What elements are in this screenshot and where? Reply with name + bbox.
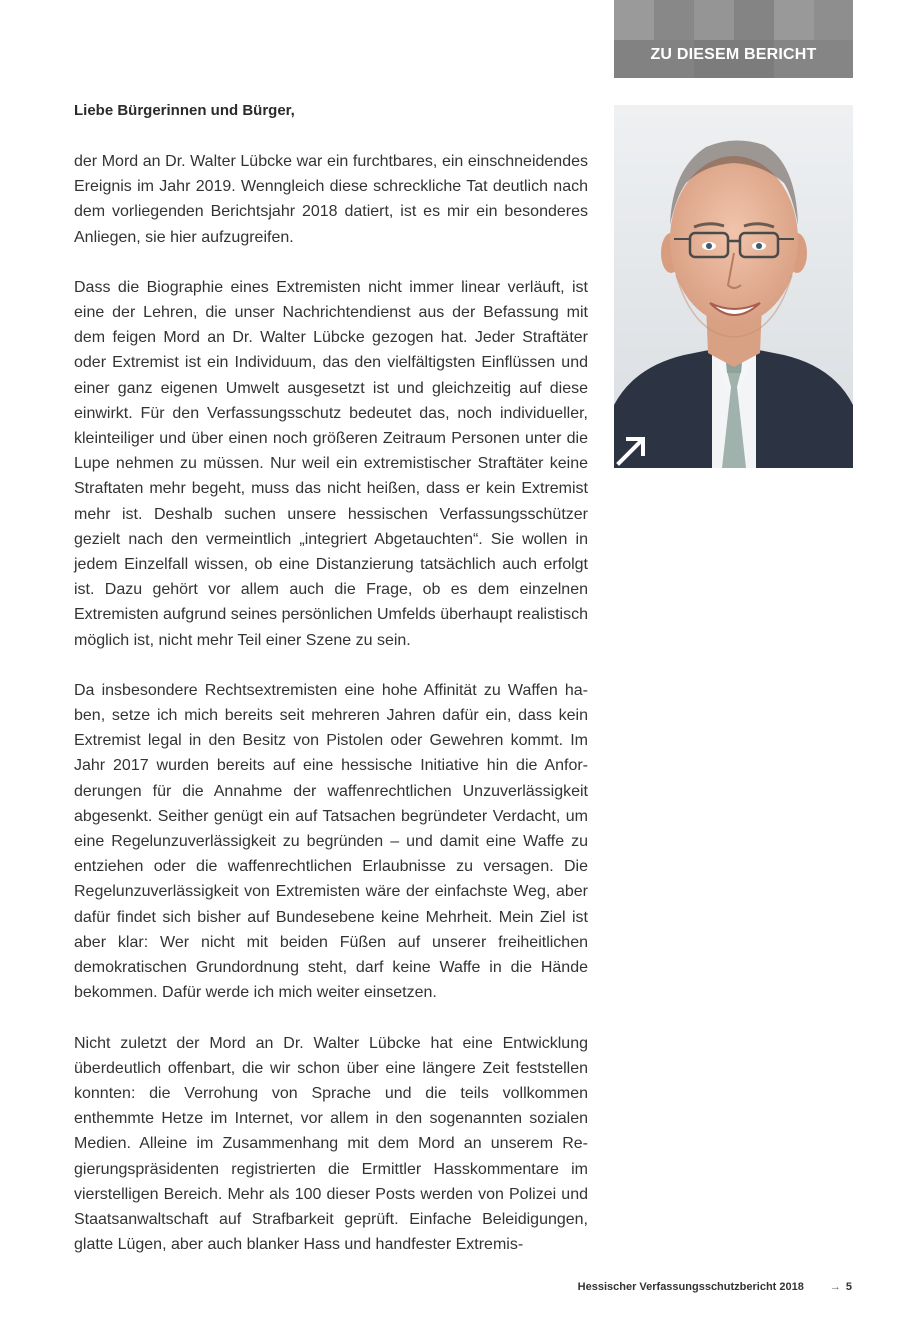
minister-portrait [614, 105, 853, 468]
letter-salutation: Liebe Bürgerinnen und Bürger, [74, 102, 295, 119]
portrait-illustration [614, 105, 853, 468]
page-number: 5 [845, 1281, 852, 1293]
paragraph: Nicht zuletzt der Mord an Dr. Walter Lübcke hat eine Entwicklung überdeutlich offenbart, die wir schon über eine längere Zeit feststellen konnten: die Verrohung von Sprache und die teils vollkommen enthemmte Hetze im Internet, vor allem in den sogenannten sozialen Medien. Alleine im Zusammenhang mit dem Mord an unserem Regierungspräsidenten registrierten die Ermittler Hasskommentare im vierstelligen Bereich. Mehr als 100 dieser Posts werden von Polizei und Staatsanwaltschaft auf Strafbarkeit geprüft. Einfache Beleidigungen, glatte Lügen, aber auch blanker Hass und handfester Extremis- [74, 1034, 588, 1254]
section-header-tab [614, 0, 853, 78]
arrow-up-right-icon [614, 432, 650, 468]
letter-body [74, 149, 588, 1282]
arrow-right-icon: → [829, 1281, 841, 1293]
paragraph: Da insbesondere Rechtsextremisten eine hohe Affinität zu Waffen haben, setze ich mich bereits seit mehreren Jahren dafür ein, dass kein Extremist legal in den Besitz von Pistolen oder Gewehren kommt. Im Jahr 2017 wurden bereits auf eine hessische Initiative hin die Anforderungen für die Annahme der waffenrechtlichen Unzuverlässigkeit abgesenkt. Seither genügt ein auf Tatsachen begründeter Verdacht, um eine Regelunzuverlässigkeit zu begründen – und damit eine Waffe zu entziehen oder die waffenrechtlichen Erlaubnisse zu versagen. Die Regelunzuverlässigkeit von Extremisten wäre der einfachste Weg, aber dafür findet sich bisher auf Bundesebene keine Mehrheit. Mein Ziel ist aber klar: Wer nicht mit beiden Füßen auf unserer freiheitlichen demokratischen Grundordnung steht, darf keine Waffe in die Hände bekommen. Dafür werde ich mich weiter einsetzen. [74, 681, 588, 1002]
report-title: Hessischer Verfassungsschutzbericht 2018 [577, 1281, 804, 1293]
header-tile-pattern [614, 0, 853, 78]
paragraph: der Mord an Dr. Walter Lübcke war ein furchtbares, ein einschneidendes Ereignis im Jahr 2019. Wenngleich diese schreckliche Tat deutlich nach dem vorliegenden Berichtsjahr 2018 datiert, ist es mir ein besonderes Anliegen, sie hier aufzugreifen. [74, 153, 588, 246]
page-footer [578, 1281, 852, 1293]
section-label: ZU DIESEM BERICHT [650, 46, 817, 63]
paragraph: Dass die Biographie eines Extremisten nicht immer linear verläuft, ist eine der Lehren, die unser Nachrichtendienst aus der Befassung mit dem feigen Mord an Dr. Walter Lübcke gezogen hat. Jeder Straftäter oder Extremist ist ein Individuum, das den vielfältigsten Einflüssen und einer ganz eigenen Umwelt ausgesetzt ist und gleichzeitig auf diese einwirkt. Für den Verfassungsschutz bedeutet das, noch individueller, kleinteiliger und über einen noch größeren Zeitraum Personen unter die Lupe nehmen zu müssen. Nur weil ein extremistischer Straftäter keine Straftaten mehr begeht, muss das nicht heißen, dass er kein Extremist mehr ist. Deshalb suchen unsere hessischen Verfassungsschützer gezielt nach den vermeintlich „integriert Abgetauchten“. Sie wollen in jedem Einzelfall wissen, ob eine Distanzierung tatsächlich auch erfolgt ist. Dazu gehört vor allem auch die Frage, ob es dem einzelnen Extremisten aufgrund seines persönlichen Umfelds überhaupt realistisch möglich ist, nicht mehr Teil einer Szene zu sein. [74, 278, 588, 649]
